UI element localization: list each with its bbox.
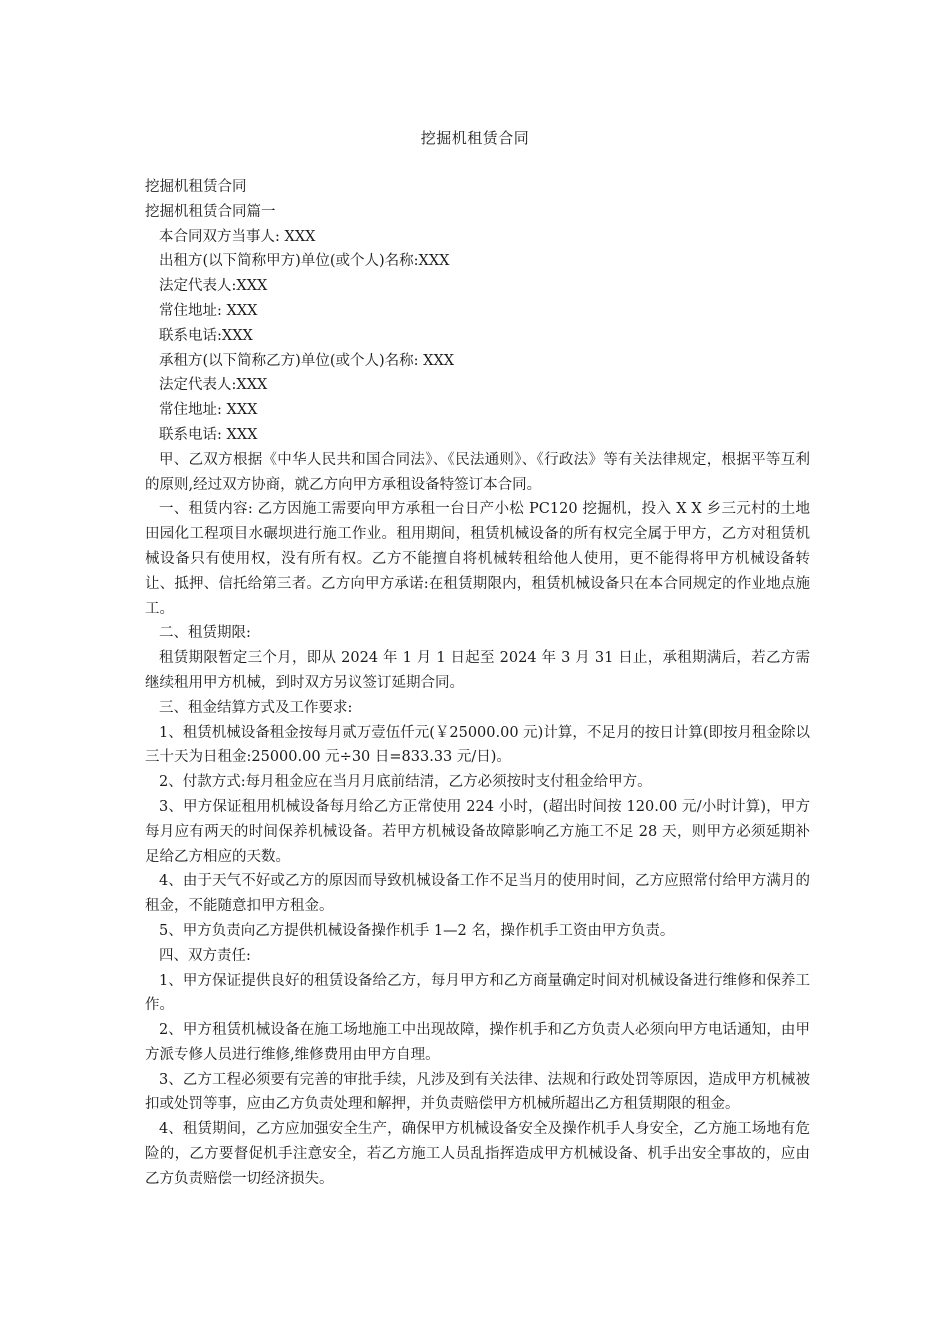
paragraph-lessee-phone: 联系电话: XXX [159,426,258,443]
paragraph-lease-content: 一、租赁内容: 乙方因施工需要向甲方承租一台日产小松 PC120 挖掘机，投入 X X 乡三元村的土地田园化工程项目水碾坝进行施工作业。租用期间，租赁机械设备的所有权完全属于甲方，乙方对租赁机械设备只有使用权，没有所有权。乙方不能擅自将机械转租给他人使用，更不能得将甲方机械设备转让、抵押、信托给第三者。乙方向甲方承诺:在租赁期限内，租赁机械设备只在本合同规定的作业地点施工。 [145,501,810,617]
paragraph-responsibility-4: 4、租赁期间，乙方应加强安全生产，确保甲方机械设备安全及操作机手人身安全，乙方施工场地有危险的，乙方要督促机手注意安全，若乙方施工人员乱指挥造成甲方机械设备、机手出安全事故的，应由乙方负责赔偿一切经济损失。 [145,1121,810,1187]
paragraph-lessor-representative: 法定代表人:XXX [159,278,268,295]
paragraph-rent-item-4: 4、由于天气不好或乙方的原因而导致机械设备工作不足当月的使用时间，乙方应照常付给甲方满月的租金，不能随意扣甲方租金。 [145,873,810,915]
section-heading-lease-term: 二、租赁期限: [159,625,251,642]
paragraph-lessor-name: 出租方(以下简称甲方)单位(或个人)名称:XXX [159,253,450,270]
paragraph-lessor-phone: 联系电话:XXX [159,327,253,344]
paragraph-lessor-address: 常住地址: XXX [159,302,258,319]
paragraph-responsibility-2: 2、甲方租赁机械设备在施工场地施工中出现故障，操作机手和乙方负责人必须向甲方电话通知，由甲方派专修人员进行维修,维修费用由甲方自理。 [145,1022,810,1063]
paragraph-rent-item-1: 1、租赁机械设备租金按每月贰万壹伍仟元(￥25000.00 元)计算，不足月的按日计算(即按月租金除以三十天为日租金:25000.00 元÷30 日=833.33 元/日)。 [145,724,810,766]
document-title: 挖掘机租赁合同 [420,129,530,147]
paragraph-preamble: 甲、乙双方根据《中华人民共和国合同法》、《民法通则》、《行政法》等有关法律规定，根据平等互利的原则,经过双方协商，就乙方向甲方承租设备特签订本合同。 [145,451,810,493]
paragraph-lessee-address: 常住地址: XXX [159,402,258,419]
heading-contract-name: 挖掘机租赁合同 [145,179,247,195]
paragraph-rent-item-2: 2、付款方式:每月租金应在当月月底前结清，乙方必须按时支付租金给甲方。 [159,774,652,791]
heading-contract-part-one: 挖掘机租赁合同篇一 [145,203,276,220]
section-heading-rent-settlement: 三、租金结算方式及工作要求: [159,699,353,716]
document-body [145,175,810,1192]
paragraph-rent-item-3: 3、甲方保证租用机械设备每月给乙方正常使用 224 小时，(超出时间按 120.00 元/小时计算)，甲方每月应有两天的时间保养机械设备。若甲方机械设备故障影响乙方施工不足 28 天，则甲方必须延期补足给乙方相应的天数。 [145,798,810,865]
paragraph-rent-item-5: 5、甲方负责向乙方提供机械设备操作机手 1—2 名，操作机手工资由甲方负责。 [159,922,675,939]
paragraph-responsibility-1: 1、甲方保证提供良好的租赁设备给乙方，每月甲方和乙方商量确定时间对机械设备进行维修和保养工作。 [145,972,810,1014]
paragraph-responsibility-3: 3、乙方工程必须要有完善的审批手续，凡涉及到有关法律、法规和行政处罚等原因，造成甲方机械被扣或处罚等事，应由乙方负责处理和解押，并负责赔偿甲方机械所超出乙方租赁期限的租金。 [145,1071,810,1113]
paragraph-parties: 本合同双方当事人: XXX [159,228,316,245]
paragraph-lease-term: 租赁期限暂定三个月，即从 2024 年 1 月 1 日起至 2024 年 3 月 31 日止，承租期满后，若乙方需继续租用甲方机械，到时双方另议签订延期合同。 [145,650,810,691]
paragraph-lessee-representative: 法定代表人:XXX [159,377,268,394]
paragraph-lessee-name: 承租方(以下简称乙方)单位(或个人)名称: XXX [159,352,455,369]
section-heading-responsibilities: 四、双方责任: [159,947,251,964]
